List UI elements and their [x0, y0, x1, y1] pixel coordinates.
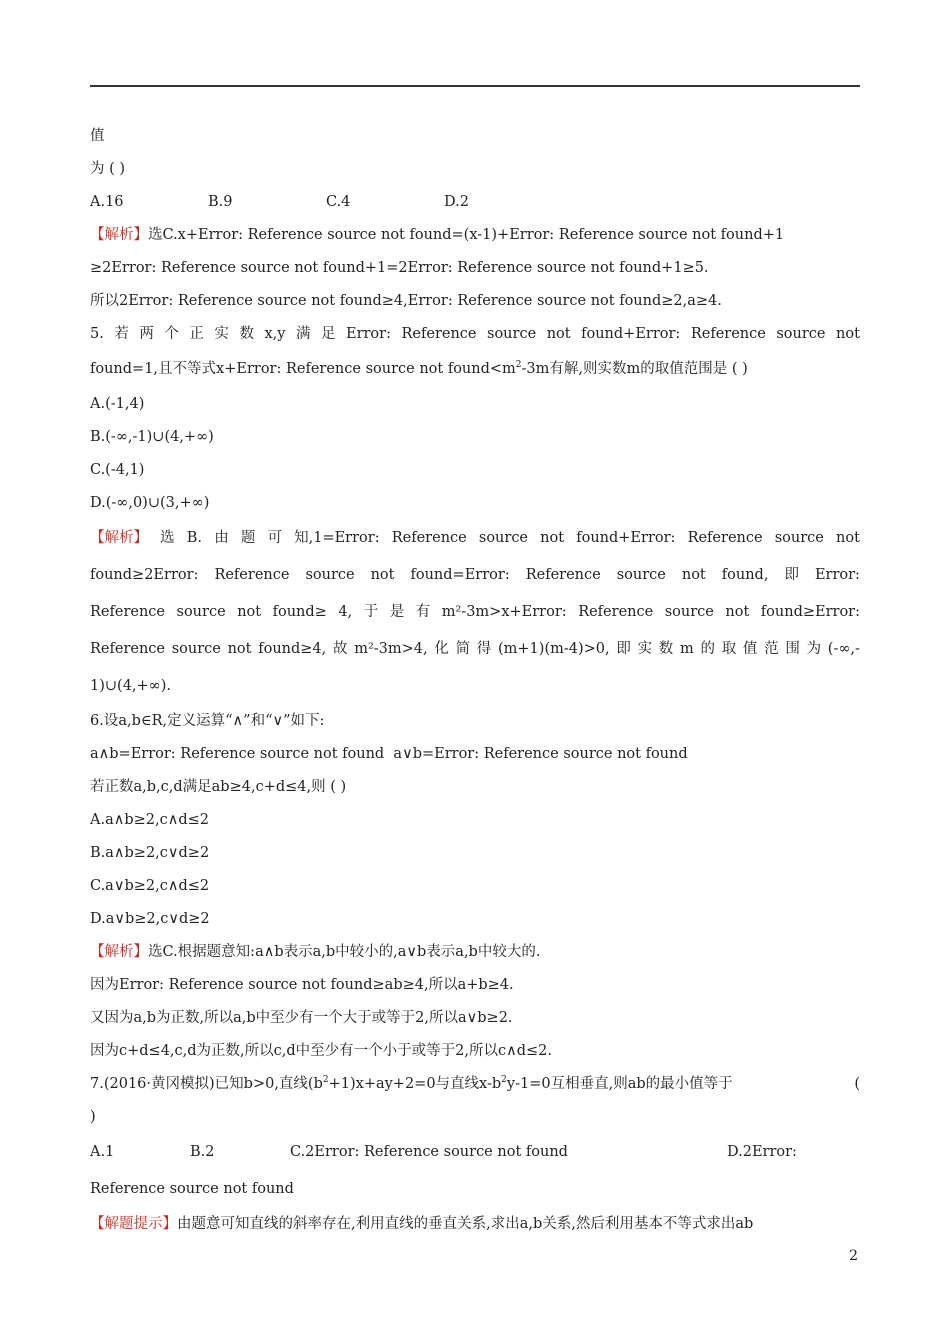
word: found, — [721, 567, 769, 583]
word: Reference — [90, 604, 165, 620]
word: source — [305, 567, 355, 583]
answer-line — [90, 219, 860, 252]
a5-line-3 — [90, 594, 860, 631]
option-a: A.16 — [90, 194, 124, 210]
word: not — [370, 567, 395, 583]
q6-line-1: 6.设a,b∈R,定义运算“∧”和“∨”如下: — [90, 713, 325, 729]
answer-line: 又因为a,b为正数,所以a,b中至少有一个大于或等于2,所以a∨b≥2. — [90, 1010, 513, 1026]
word: source — [176, 604, 226, 620]
word: 即 — [616, 641, 631, 657]
word: 为 — [806, 641, 822, 657]
answer-text: 选C.x+Error: Reference source not found=(x-1)+Error: Reference source not found+1 — [148, 227, 785, 243]
header-rule — [90, 85, 860, 87]
word: 5. — [90, 326, 104, 342]
paren: ( — [854, 1076, 860, 1092]
text: y-1=0互相垂直,则ab的最小值等于 — [506, 1076, 733, 1092]
word: found≥4, — [258, 641, 327, 657]
word: not — [546, 326, 571, 342]
word: (m+1)(m-4)>0, — [498, 641, 610, 657]
text: found=1,且不等式x+Error: Reference source not found<m — [90, 361, 516, 377]
word: source — [487, 326, 537, 342]
word: 化 — [434, 641, 449, 657]
q7-line-4: Reference source not found — [90, 1181, 294, 1197]
word: 取 — [721, 641, 737, 657]
word: not — [681, 567, 706, 583]
word: 题 — [240, 530, 256, 546]
superscript: 2 — [515, 360, 522, 371]
hint-tag: 【解题提示】 — [90, 1216, 177, 1232]
a5-line-5: 1)∪(4,+∞). — [90, 678, 172, 694]
answer-line: 因为Error: Reference source not found≥ab≥4,所以a+b≥4. — [90, 977, 514, 993]
option-b: B.2 — [190, 1144, 215, 1160]
option-d: D.a∨b≥2,c∨d≥2 — [90, 911, 210, 927]
word: 由 — [214, 530, 229, 546]
option-c: C.4 — [326, 194, 351, 210]
answer-line: ≥2Error: Reference source not found+1=2Error: Reference source not found+1≥5. — [90, 260, 709, 276]
word: source — [171, 641, 221, 657]
text-line: 值 — [90, 128, 105, 144]
word: found=Error: — [410, 567, 510, 583]
option-c: C.(-4,1) — [90, 462, 145, 478]
a5-line-4 — [90, 631, 860, 668]
word: x,y — [264, 326, 286, 342]
word: 实 — [214, 326, 229, 342]
word: not — [227, 641, 252, 657]
word: 个 — [164, 326, 179, 342]
word: m²-3m>4, — [354, 641, 428, 657]
word: m — [680, 641, 694, 657]
word: found≥Error: — [760, 604, 860, 620]
answer-line: 因为c+d≤4,c,d为正数,所以c,d中至少有一个小于或等于2,所以c∧d≤2. — [90, 1043, 553, 1059]
word: found≥ — [272, 604, 327, 620]
word: Reference — [391, 530, 467, 546]
text: -3m有解,则实数m的取值范围是 ( ) — [521, 361, 748, 377]
text: 7.(2016·黄冈模拟)已知b>0,直线(b — [90, 1076, 323, 1092]
word: 有 — [415, 604, 431, 620]
word: not — [725, 604, 750, 620]
option-c: C.a∨b≥2,c∧d≤2 — [90, 878, 210, 894]
word: 于 — [363, 604, 379, 620]
word: Reference — [578, 604, 654, 620]
hint-text: 由题意可知直线的斜率存在,利用直线的垂直关系,求出a,b关系,然后利用基本不等式求出ab — [177, 1216, 754, 1232]
word: Reference — [525, 567, 601, 583]
word: found≥2Error: — [90, 567, 199, 583]
option-c: C.2Error: Reference source not found — [290, 1144, 568, 1160]
option-b: B.(-∞,-1)∪(4,+∞) — [90, 429, 214, 445]
option-a: A.a∧b≥2,c∧d≤2 — [90, 812, 209, 828]
q4-options — [90, 186, 860, 219]
q7-line-2: ) — [90, 1109, 96, 1125]
text-line: 为 ( ) — [90, 161, 126, 177]
word: 值 — [742, 641, 758, 657]
superscript: 2 — [322, 1075, 329, 1086]
word: Error: — [814, 567, 860, 583]
analysis-tag: 【解析】 — [90, 530, 148, 546]
word: 是 — [389, 604, 405, 620]
q7-options — [90, 1134, 860, 1171]
word: B. — [186, 530, 203, 546]
word: found+Error: — [576, 530, 676, 546]
word: Reference — [687, 530, 763, 546]
word: 若 — [114, 326, 129, 342]
word: 选 — [160, 530, 175, 546]
a5-line-1 — [90, 520, 860, 557]
option-d: D.(-∞,0)∪(3,+∞) — [90, 495, 210, 511]
word: source — [616, 567, 666, 583]
word: 围 — [785, 641, 800, 657]
word: source — [478, 530, 529, 546]
word: 得 — [476, 641, 492, 657]
word: 范 — [764, 641, 779, 657]
word: not — [540, 530, 565, 546]
q7-text — [90, 1068, 733, 1101]
word: Reference — [401, 326, 477, 342]
word: 的 — [700, 641, 715, 657]
word: 实 — [637, 641, 653, 657]
q5-line-2 — [90, 351, 860, 388]
answer-line — [90, 936, 860, 969]
word: 故 — [332, 641, 348, 657]
a5-line-2 — [90, 557, 860, 594]
option-d: D.2 — [444, 194, 469, 210]
answer-text: 选C.根据题意知:a∧b表示a,b中较小的,a∨b表示a,b中较大的. — [148, 944, 541, 960]
hint-line — [90, 1208, 860, 1241]
superscript: 2 — [501, 1075, 507, 1086]
word: not — [836, 326, 860, 342]
word: source — [664, 604, 714, 620]
option-d: D.2Error: — [727, 1144, 797, 1160]
word: Reference — [690, 326, 766, 342]
word: 知,1=Error: — [294, 530, 380, 546]
word: (-∞,- — [827, 641, 860, 657]
word: 两 — [139, 326, 154, 342]
word: source — [774, 530, 824, 546]
word: 简 — [455, 641, 471, 657]
option-a: A.(-1,4) — [90, 396, 145, 412]
option-b: B.a∧b≥2,c∨d≥2 — [90, 845, 210, 861]
q5-line-1 — [90, 318, 860, 351]
word: source — [776, 326, 826, 342]
word: m²-3m>x+Error: — [441, 604, 567, 620]
word: 即 — [784, 567, 799, 583]
word: 4, — [338, 604, 353, 620]
analysis-tag: 【解析】 — [90, 227, 148, 243]
word: 数 — [658, 641, 674, 657]
word: 满 — [295, 326, 311, 342]
q7-line-1 — [90, 1068, 860, 1101]
word: Reference — [90, 641, 165, 657]
word: not — [836, 530, 860, 546]
word: 正 — [189, 326, 204, 342]
word: 数 — [239, 326, 254, 342]
answer-line: 所以2Error: Reference source not found≥4,Error: Reference source not found≥2,a≥4. — [90, 293, 722, 309]
q6-line-3: 若正数a,b,c,d满足ab≥4,c+d≤4,则 ( ) — [90, 779, 347, 795]
word: not — [237, 604, 262, 620]
word: Error: — [345, 326, 391, 342]
page-body — [90, 120, 860, 1241]
word: 可 — [267, 530, 282, 546]
text: +1)x+ay+2=0与直线x-b — [328, 1076, 502, 1092]
page-number: 2 — [849, 1248, 858, 1264]
q6-line-2: a∧b=Error: Reference source not found a∨b=Error: Reference source not found — [90, 746, 688, 762]
word: 足 — [320, 326, 336, 342]
analysis-tag: 【解析】 — [90, 944, 148, 960]
word: Reference — [214, 567, 290, 583]
word: found+Error: — [581, 326, 681, 342]
option-a: A.1 — [90, 1144, 115, 1160]
option-b: B.9 — [208, 194, 233, 210]
